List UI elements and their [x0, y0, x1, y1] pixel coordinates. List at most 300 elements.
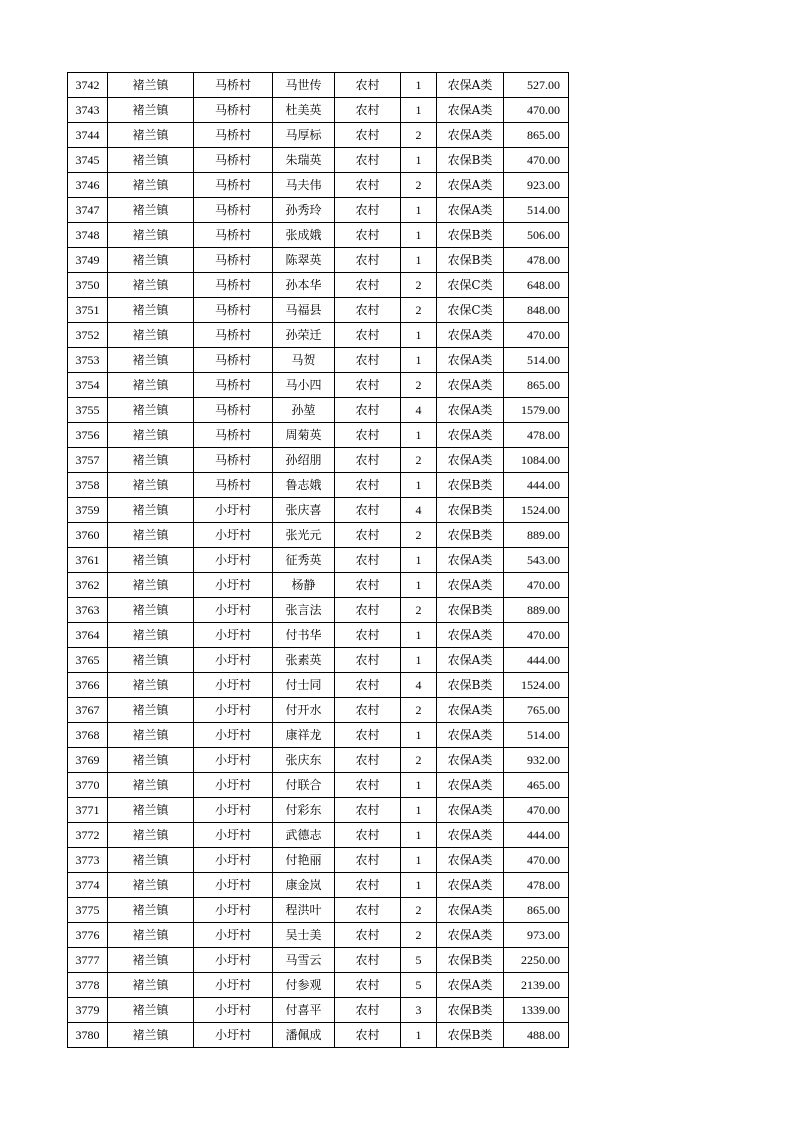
cell-town: 褚兰镇 [108, 723, 194, 748]
cell-name: 潘佩成 [273, 1023, 335, 1048]
table-row [68, 98, 569, 123]
cell-amount: 470.00 [504, 148, 569, 173]
cell-category: 农保B类 [437, 673, 504, 698]
cell-name: 程洪叶 [273, 898, 335, 923]
cell-category: 农保A类 [437, 823, 504, 848]
cell-type: 农村 [335, 673, 401, 698]
table-row [68, 423, 569, 448]
cell-id: 3759 [68, 498, 108, 523]
cell-category: 农保B类 [437, 223, 504, 248]
cell-type: 农村 [335, 848, 401, 873]
cell-type: 农村 [335, 98, 401, 123]
cell-village: 小圩村 [194, 973, 273, 998]
cell-category: 农保B类 [437, 998, 504, 1023]
cell-town: 褚兰镇 [108, 423, 194, 448]
cell-id: 3747 [68, 198, 108, 223]
cell-village: 马桥村 [194, 123, 273, 148]
cell-name: 马小四 [273, 373, 335, 398]
cell-amount: 1339.00 [504, 998, 569, 1023]
cell-id: 3763 [68, 598, 108, 623]
cell-town: 褚兰镇 [108, 198, 194, 223]
cell-amount: 478.00 [504, 873, 569, 898]
cell-count: 2 [401, 298, 437, 323]
cell-village: 小圩村 [194, 523, 273, 548]
cell-id: 3760 [68, 523, 108, 548]
table-row [68, 398, 569, 423]
cell-town: 褚兰镇 [108, 948, 194, 973]
table-row [68, 323, 569, 348]
cell-type: 农村 [335, 998, 401, 1023]
cell-type: 农村 [335, 173, 401, 198]
cell-town: 褚兰镇 [108, 973, 194, 998]
cell-count: 1 [401, 198, 437, 223]
cell-id: 3757 [68, 448, 108, 473]
cell-category: 农保A类 [437, 648, 504, 673]
cell-count: 2 [401, 923, 437, 948]
cell-name: 鲁志娥 [273, 473, 335, 498]
cell-id: 3761 [68, 548, 108, 573]
cell-id: 3764 [68, 623, 108, 648]
cell-town: 褚兰镇 [108, 373, 194, 398]
cell-name: 张光元 [273, 523, 335, 548]
cell-id: 3743 [68, 98, 108, 123]
cell-village: 马桥村 [194, 73, 273, 98]
cell-category: 农保B类 [437, 498, 504, 523]
cell-count: 1 [401, 323, 437, 348]
cell-village: 马桥村 [194, 273, 273, 298]
table-row [68, 123, 569, 148]
cell-id: 3744 [68, 123, 108, 148]
cell-type: 农村 [335, 698, 401, 723]
cell-category: 农保A类 [437, 898, 504, 923]
cell-town: 褚兰镇 [108, 348, 194, 373]
cell-amount: 514.00 [504, 723, 569, 748]
table-row [68, 823, 569, 848]
cell-amount: 465.00 [504, 773, 569, 798]
cell-village: 小圩村 [194, 823, 273, 848]
cell-id: 3777 [68, 948, 108, 973]
cell-id: 3756 [68, 423, 108, 448]
cell-id: 3751 [68, 298, 108, 323]
cell-count: 4 [401, 498, 437, 523]
cell-town: 褚兰镇 [108, 923, 194, 948]
cell-amount: 478.00 [504, 423, 569, 448]
cell-name: 付艳丽 [273, 848, 335, 873]
cell-town: 褚兰镇 [108, 623, 194, 648]
table-row [68, 223, 569, 248]
cell-count: 2 [401, 898, 437, 923]
cell-town: 褚兰镇 [108, 148, 194, 173]
cell-town: 褚兰镇 [108, 523, 194, 548]
cell-count: 1 [401, 348, 437, 373]
cell-amount: 506.00 [504, 223, 569, 248]
cell-village: 小圩村 [194, 573, 273, 598]
cell-village: 马桥村 [194, 473, 273, 498]
cell-town: 褚兰镇 [108, 698, 194, 723]
cell-village: 小圩村 [194, 798, 273, 823]
cell-count: 4 [401, 673, 437, 698]
cell-category: 农保A类 [437, 98, 504, 123]
cell-category: 农保A类 [437, 973, 504, 998]
cell-count: 1 [401, 223, 437, 248]
cell-type: 农村 [335, 748, 401, 773]
cell-town: 褚兰镇 [108, 773, 194, 798]
cell-count: 1 [401, 723, 437, 748]
cell-type: 农村 [335, 498, 401, 523]
table-row [68, 198, 569, 223]
cell-village: 马桥村 [194, 173, 273, 198]
cell-category: 农保A类 [437, 73, 504, 98]
cell-name: 马夫伟 [273, 173, 335, 198]
cell-amount: 865.00 [504, 123, 569, 148]
cell-town: 褚兰镇 [108, 748, 194, 773]
cell-count: 2 [401, 273, 437, 298]
cell-count: 1 [401, 623, 437, 648]
cell-name: 杨静 [273, 573, 335, 598]
cell-id: 3765 [68, 648, 108, 673]
cell-id: 3775 [68, 898, 108, 923]
cell-village: 马桥村 [194, 248, 273, 273]
cell-name: 孙荣迁 [273, 323, 335, 348]
cell-category: 农保A类 [437, 373, 504, 398]
table-row [68, 648, 569, 673]
cell-amount: 973.00 [504, 923, 569, 948]
table-row [68, 848, 569, 873]
cell-count: 1 [401, 1023, 437, 1048]
cell-town: 褚兰镇 [108, 598, 194, 623]
cell-name: 张成娥 [273, 223, 335, 248]
table-row [68, 923, 569, 948]
cell-name: 张言法 [273, 598, 335, 623]
cell-id: 3742 [68, 73, 108, 98]
cell-amount: 1579.00 [504, 398, 569, 423]
cell-village: 小圩村 [194, 623, 273, 648]
cell-category: 农保B类 [437, 248, 504, 273]
cell-count: 1 [401, 648, 437, 673]
cell-category: 农保C类 [437, 273, 504, 298]
cell-id: 3762 [68, 573, 108, 598]
cell-village: 马桥村 [194, 98, 273, 123]
table-row [68, 973, 569, 998]
cell-village: 马桥村 [194, 448, 273, 473]
cell-amount: 470.00 [504, 573, 569, 598]
cell-village: 小圩村 [194, 873, 273, 898]
cell-id: 3779 [68, 998, 108, 1023]
cell-id: 3758 [68, 473, 108, 498]
cell-count: 1 [401, 798, 437, 823]
cell-village: 小圩村 [194, 548, 273, 573]
cell-town: 褚兰镇 [108, 298, 194, 323]
cell-count: 1 [401, 573, 437, 598]
cell-count: 1 [401, 773, 437, 798]
cell-name: 张素英 [273, 648, 335, 673]
cell-village: 小圩村 [194, 723, 273, 748]
cell-village: 马桥村 [194, 298, 273, 323]
cell-town: 褚兰镇 [108, 573, 194, 598]
cell-village: 马桥村 [194, 223, 273, 248]
cell-id: 3755 [68, 398, 108, 423]
cell-type: 农村 [335, 823, 401, 848]
cell-town: 褚兰镇 [108, 123, 194, 148]
cell-town: 褚兰镇 [108, 673, 194, 698]
table-row [68, 548, 569, 573]
cell-category: 农保B类 [437, 473, 504, 498]
cell-town: 褚兰镇 [108, 898, 194, 923]
cell-village: 马桥村 [194, 398, 273, 423]
cell-amount: 648.00 [504, 273, 569, 298]
cell-id: 3752 [68, 323, 108, 348]
table-row [68, 673, 569, 698]
cell-type: 农村 [335, 723, 401, 748]
cell-village: 小圩村 [194, 598, 273, 623]
cell-name: 吴士美 [273, 923, 335, 948]
table-row [68, 798, 569, 823]
cell-type: 农村 [335, 398, 401, 423]
cell-amount: 470.00 [504, 623, 569, 648]
cell-town: 褚兰镇 [108, 73, 194, 98]
cell-category: 农保A类 [437, 423, 504, 448]
cell-id: 3745 [68, 148, 108, 173]
cell-category: 农保A类 [437, 398, 504, 423]
cell-category: 农保A类 [437, 698, 504, 723]
table-row [68, 348, 569, 373]
cell-name: 付彩东 [273, 798, 335, 823]
cell-village: 小圩村 [194, 898, 273, 923]
table-row [68, 698, 569, 723]
cell-town: 褚兰镇 [108, 273, 194, 298]
cell-type: 农村 [335, 198, 401, 223]
table-row [68, 948, 569, 973]
cell-category: 农保B类 [437, 148, 504, 173]
cell-amount: 1524.00 [504, 498, 569, 523]
table-row [68, 73, 569, 98]
cell-amount: 514.00 [504, 198, 569, 223]
table-row [68, 498, 569, 523]
cell-village: 小圩村 [194, 848, 273, 873]
cell-count: 1 [401, 873, 437, 898]
cell-category: 农保A类 [437, 548, 504, 573]
cell-amount: 478.00 [504, 248, 569, 273]
cell-village: 马桥村 [194, 348, 273, 373]
table-row [68, 248, 569, 273]
table-row [68, 598, 569, 623]
cell-amount: 765.00 [504, 698, 569, 723]
cell-category: 农保B类 [437, 523, 504, 548]
cell-town: 褚兰镇 [108, 798, 194, 823]
cell-village: 马桥村 [194, 423, 273, 448]
cell-village: 小圩村 [194, 948, 273, 973]
cell-category: 农保A类 [437, 848, 504, 873]
cell-name: 朱瑞英 [273, 148, 335, 173]
table-row [68, 373, 569, 398]
cell-count: 2 [401, 748, 437, 773]
cell-count: 3 [401, 998, 437, 1023]
data-table [67, 72, 569, 1048]
cell-amount: 889.00 [504, 523, 569, 548]
table-row [68, 723, 569, 748]
cell-id: 3754 [68, 373, 108, 398]
cell-type: 农村 [335, 898, 401, 923]
cell-count: 1 [401, 73, 437, 98]
cell-name: 周菊英 [273, 423, 335, 448]
cell-town: 褚兰镇 [108, 473, 194, 498]
cell-village: 马桥村 [194, 148, 273, 173]
cell-name: 马雪云 [273, 948, 335, 973]
table-row [68, 448, 569, 473]
cell-type: 农村 [335, 573, 401, 598]
cell-id: 3778 [68, 973, 108, 998]
cell-id: 3749 [68, 248, 108, 273]
cell-category: 农保A类 [437, 173, 504, 198]
cell-count: 4 [401, 398, 437, 423]
cell-name: 康金岚 [273, 873, 335, 898]
table-row [68, 173, 569, 198]
cell-amount: 527.00 [504, 73, 569, 98]
cell-count: 2 [401, 123, 437, 148]
cell-count: 1 [401, 98, 437, 123]
cell-type: 农村 [335, 148, 401, 173]
cell-count: 2 [401, 523, 437, 548]
cell-id: 3774 [68, 873, 108, 898]
cell-id: 3746 [68, 173, 108, 198]
cell-amount: 865.00 [504, 898, 569, 923]
cell-town: 褚兰镇 [108, 873, 194, 898]
table-row [68, 473, 569, 498]
cell-amount: 514.00 [504, 348, 569, 373]
cell-type: 农村 [335, 473, 401, 498]
cell-name: 付喜平 [273, 998, 335, 1023]
cell-amount: 543.00 [504, 548, 569, 573]
cell-name: 马厚标 [273, 123, 335, 148]
cell-count: 1 [401, 473, 437, 498]
cell-amount: 865.00 [504, 373, 569, 398]
cell-village: 小圩村 [194, 998, 273, 1023]
table-row [68, 573, 569, 598]
cell-id: 3766 [68, 673, 108, 698]
cell-type: 农村 [335, 1023, 401, 1048]
cell-amount: 488.00 [504, 1023, 569, 1048]
table-row [68, 623, 569, 648]
cell-town: 褚兰镇 [108, 398, 194, 423]
cell-village: 小圩村 [194, 673, 273, 698]
cell-name: 张庆东 [273, 748, 335, 773]
cell-town: 褚兰镇 [108, 1023, 194, 1048]
cell-id: 3780 [68, 1023, 108, 1048]
cell-name: 征秀英 [273, 548, 335, 573]
table-row [68, 748, 569, 773]
cell-name: 付开水 [273, 698, 335, 723]
cell-type: 农村 [335, 223, 401, 248]
cell-category: 农保A类 [437, 323, 504, 348]
cell-type: 农村 [335, 448, 401, 473]
cell-category: 农保A类 [437, 748, 504, 773]
cell-town: 褚兰镇 [108, 998, 194, 1023]
cell-category: 农保A类 [437, 798, 504, 823]
cell-town: 褚兰镇 [108, 323, 194, 348]
cell-name: 付书华 [273, 623, 335, 648]
cell-type: 农村 [335, 548, 401, 573]
table-row [68, 523, 569, 548]
table-row [68, 298, 569, 323]
cell-amount: 923.00 [504, 173, 569, 198]
cell-village: 小圩村 [194, 698, 273, 723]
table-row [68, 148, 569, 173]
cell-id: 3776 [68, 923, 108, 948]
cell-type: 农村 [335, 123, 401, 148]
cell-category: 农保B类 [437, 598, 504, 623]
cell-category: 农保A类 [437, 623, 504, 648]
cell-type: 农村 [335, 348, 401, 373]
cell-type: 农村 [335, 273, 401, 298]
table-row [68, 1023, 569, 1048]
cell-name: 孙堃 [273, 398, 335, 423]
cell-type: 农村 [335, 423, 401, 448]
cell-amount: 2250.00 [504, 948, 569, 973]
cell-category: 农保A类 [437, 198, 504, 223]
cell-category: 农保A类 [437, 573, 504, 598]
cell-count: 1 [401, 148, 437, 173]
cell-amount: 470.00 [504, 323, 569, 348]
cell-village: 马桥村 [194, 373, 273, 398]
cell-category: 农保B类 [437, 948, 504, 973]
cell-amount: 1084.00 [504, 448, 569, 473]
cell-id: 3767 [68, 698, 108, 723]
cell-amount: 444.00 [504, 823, 569, 848]
cell-name: 马贺 [273, 348, 335, 373]
table-row [68, 898, 569, 923]
cell-village: 小圩村 [194, 498, 273, 523]
cell-count: 1 [401, 248, 437, 273]
cell-village: 小圩村 [194, 748, 273, 773]
cell-id: 3750 [68, 273, 108, 298]
cell-type: 农村 [335, 598, 401, 623]
cell-town: 褚兰镇 [108, 173, 194, 198]
cell-town: 褚兰镇 [108, 223, 194, 248]
cell-amount: 889.00 [504, 598, 569, 623]
cell-name: 孙本华 [273, 273, 335, 298]
cell-type: 农村 [335, 373, 401, 398]
cell-town: 褚兰镇 [108, 248, 194, 273]
cell-name: 付参观 [273, 973, 335, 998]
cell-type: 农村 [335, 773, 401, 798]
cell-category: 农保A类 [437, 448, 504, 473]
cell-town: 褚兰镇 [108, 823, 194, 848]
cell-category: 农保A类 [437, 923, 504, 948]
cell-name: 孙绍朋 [273, 448, 335, 473]
cell-name: 武德志 [273, 823, 335, 848]
cell-name: 陈翠英 [273, 248, 335, 273]
cell-amount: 848.00 [504, 298, 569, 323]
table-row [68, 873, 569, 898]
cell-name: 康祥龙 [273, 723, 335, 748]
table-row [68, 273, 569, 298]
cell-town: 褚兰镇 [108, 848, 194, 873]
cell-village: 小圩村 [194, 773, 273, 798]
cell-village: 马桥村 [194, 198, 273, 223]
cell-category: 农保A类 [437, 123, 504, 148]
cell-town: 褚兰镇 [108, 98, 194, 123]
cell-category: 农保C类 [437, 298, 504, 323]
cell-type: 农村 [335, 798, 401, 823]
cell-name: 杜美英 [273, 98, 335, 123]
cell-count: 2 [401, 173, 437, 198]
cell-town: 褚兰镇 [108, 498, 194, 523]
table-row [68, 998, 569, 1023]
cell-category: 农保B类 [437, 1023, 504, 1048]
cell-type: 农村 [335, 248, 401, 273]
table-row [68, 773, 569, 798]
cell-count: 5 [401, 948, 437, 973]
